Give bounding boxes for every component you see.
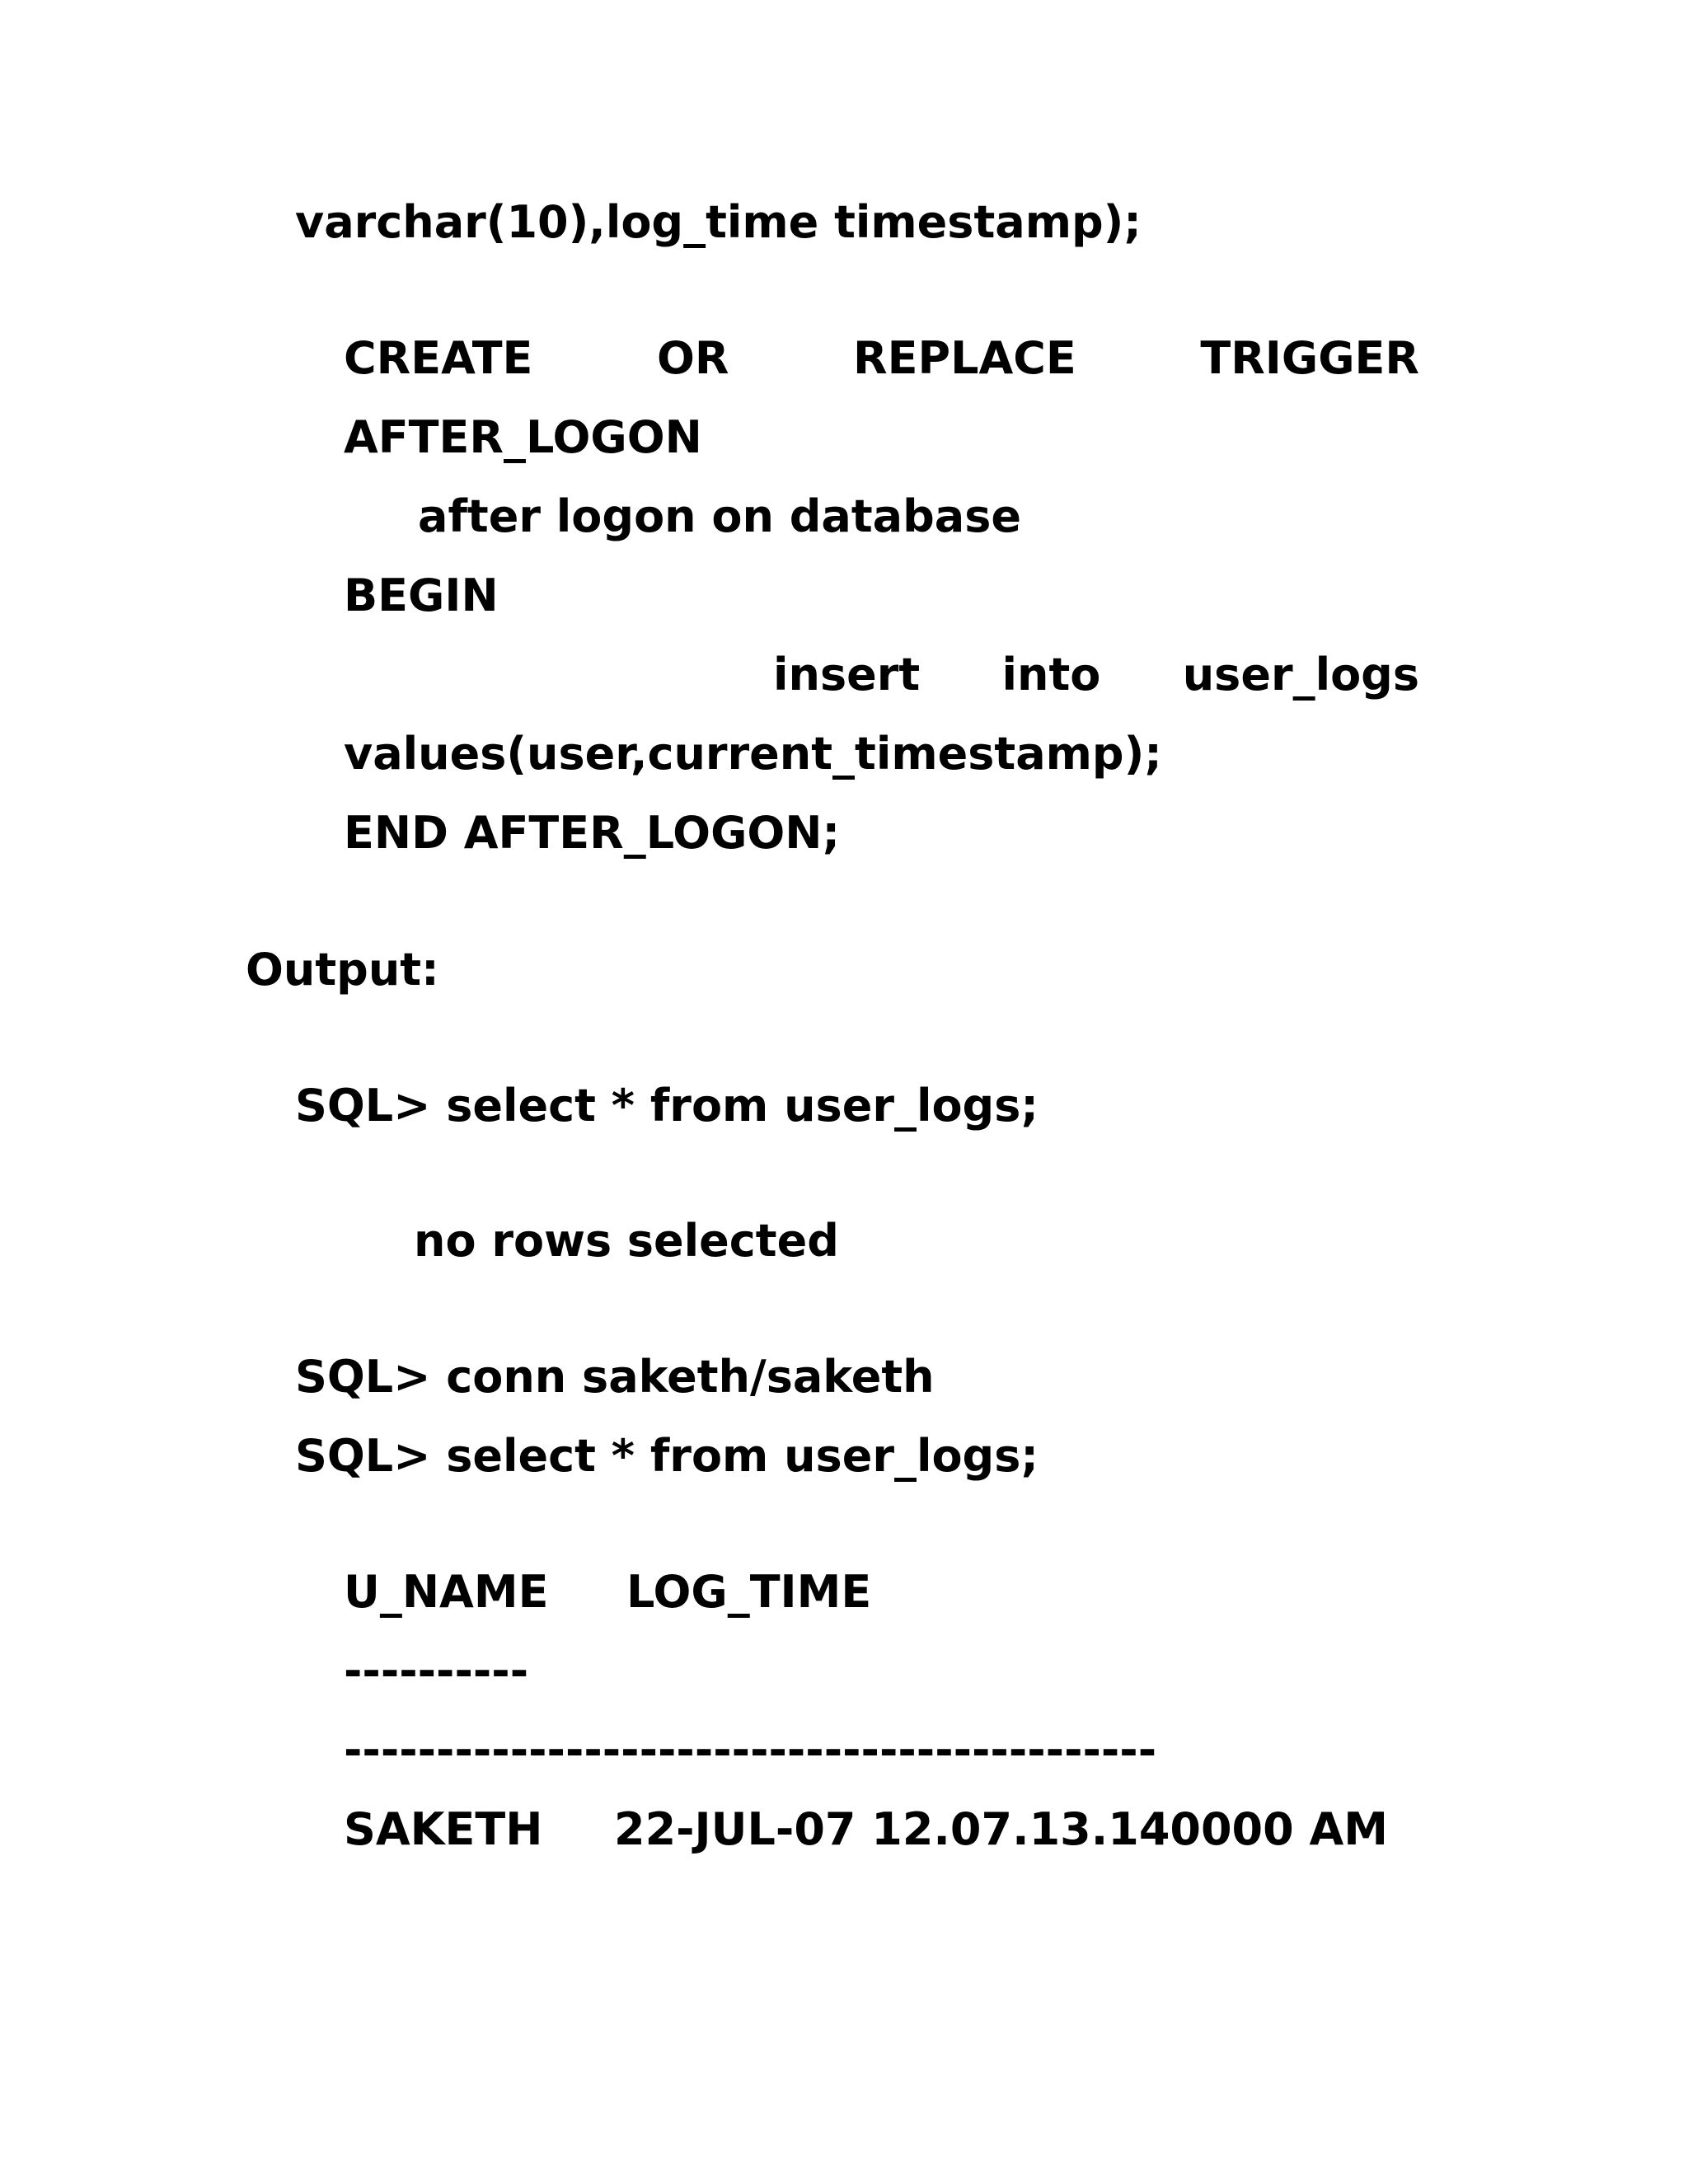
table-cell-u-name: SAKETH [344,1803,543,1855]
table-separator-1: ---------- [344,1645,529,1697]
code-line-begin: BEGIN [344,569,499,621]
keyword-insert: insert [773,649,921,701]
table-cell-log-time: 22-JUL-07 12.07.13.140000 AM [614,1803,1389,1855]
sql-select-2: SQL> select * from user_logs; [295,1430,1039,1482]
code-line-varchar: varchar(10),log_time timestamp); [295,196,1142,248]
table-header-u-name: U_NAME [344,1566,549,1618]
code-line-insert [773,649,1419,701]
table-header-log-time: LOG_TIME [626,1566,872,1618]
keyword-or: OR [656,332,729,384]
code-line-end: END AFTER_LOGON; [344,807,841,859]
code-line-create-trigger [344,332,1419,384]
sql-select-1: SQL> select * from user_logs; [295,1080,1039,1132]
keyword-into: into [1001,649,1101,701]
table-separator-2: -------------------------------------------- [344,1724,1157,1776]
keyword-replace: REPLACE [853,332,1076,384]
table-name-user-logs: user_logs [1182,649,1419,701]
output-heading: Output: [246,944,439,996]
keyword-create: CREATE [344,332,533,384]
keyword-trigger: TRIGGER [1200,332,1419,384]
code-line-values: values(user,current_timestamp); [344,728,1162,780]
no-rows-message: no rows selected [414,1215,839,1267]
code-line-trigger-name: AFTER_LOGON [344,411,702,463]
sql-conn: SQL> conn saketh/saketh [295,1351,935,1403]
code-line-after-logon: after logon on database [418,490,1021,542]
